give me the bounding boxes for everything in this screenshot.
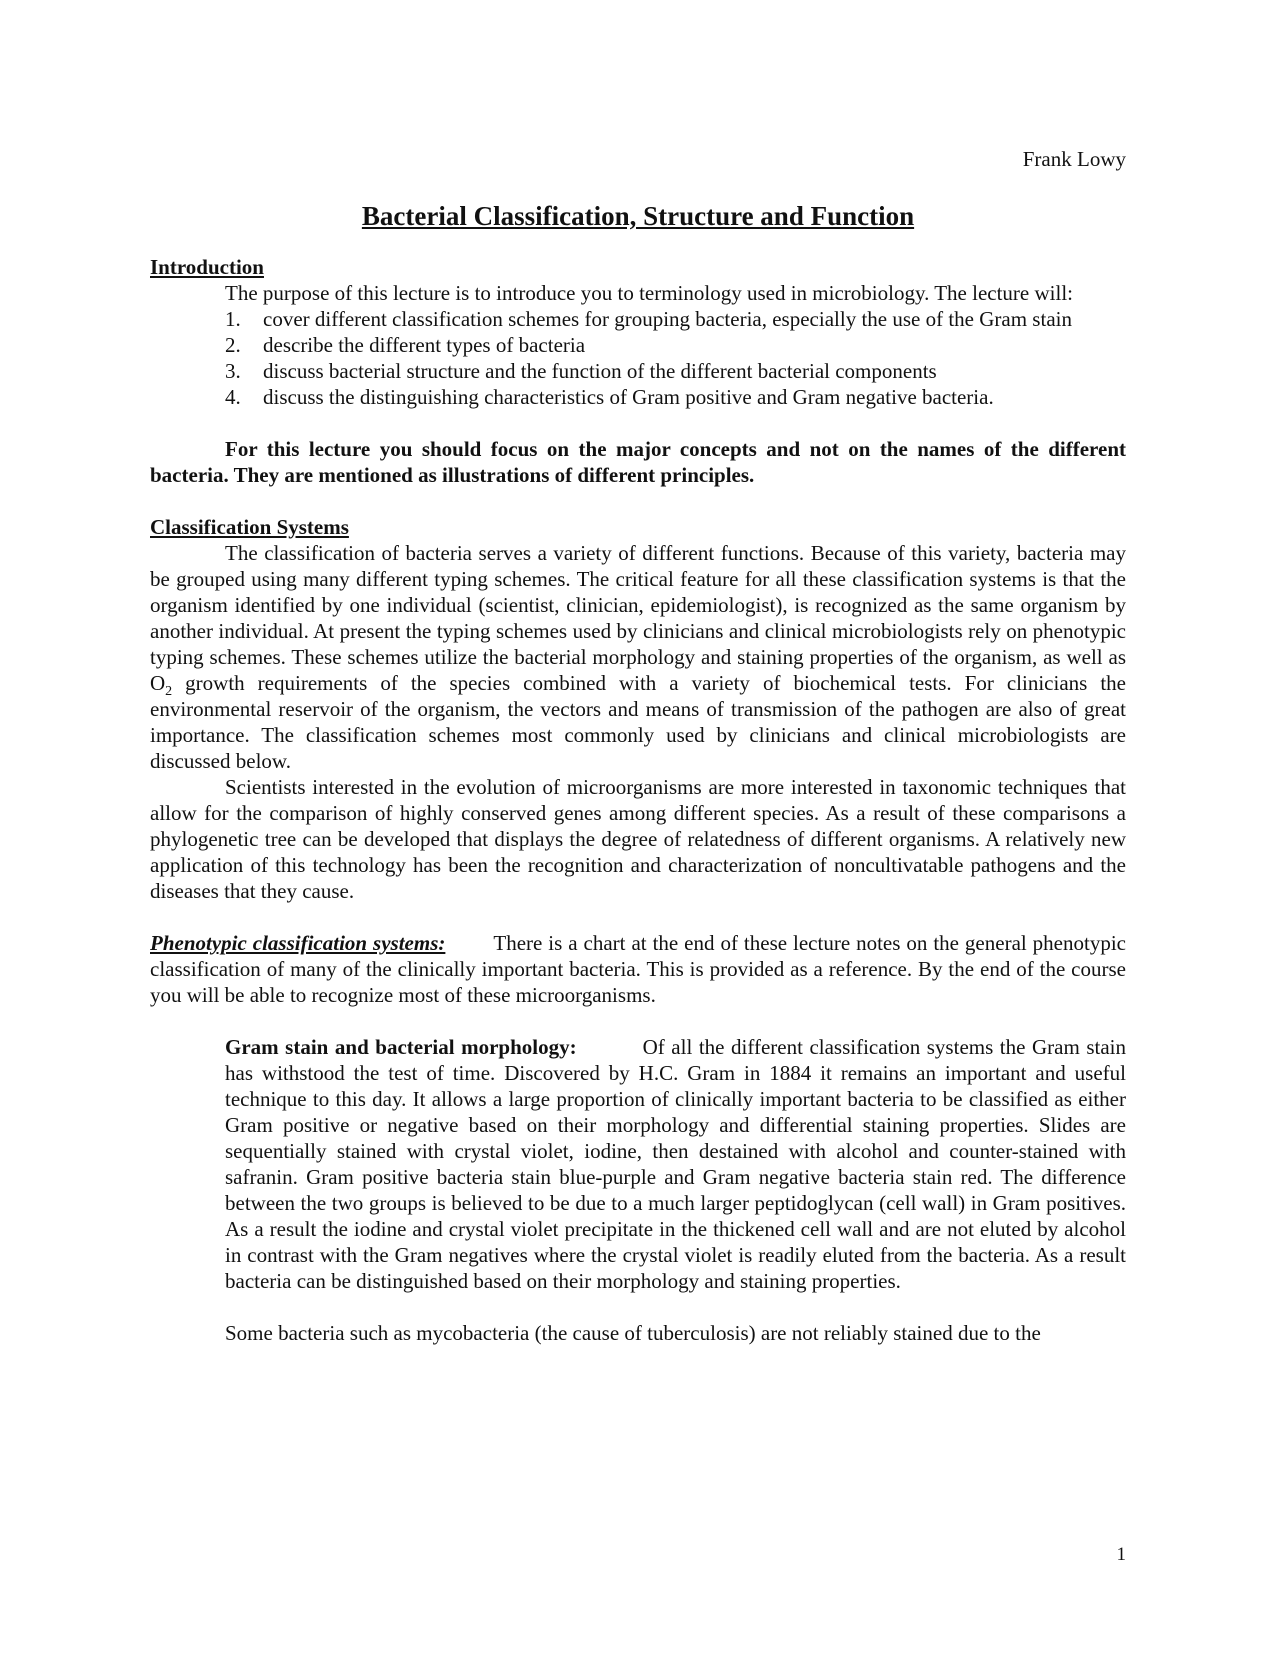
list-item: [225, 332, 1126, 358]
introduction-section: [150, 254, 1126, 488]
focus-note: For this lecture you should focus on the major concepts and not on the names of the different bacteria. They are mentioned as illustrations of different principles.: [150, 437, 1126, 487]
phenotypic-text: There is a chart at the end of these lecture notes on the general phenotypic classification of many of the clinically important bacteria. This is provided as a reference. By the end of the course you will be able to recognize most of these microorganisms.: [150, 931, 1126, 1007]
phenotypic-heading: Phenotypic classification systems:: [150, 931, 446, 955]
list-item-number: 2.: [225, 333, 241, 357]
phenotypic-paragraph: [150, 930, 1126, 1008]
classification-paragraph-2: Scientists interested in the evolution of microorganisms are more interested in taxonomic techniques that allow for the comparison of highly conserved genes among different species. As a result of these comparisons a phylogenetic tree can be developed that displays the degree of relatedness of different organisms. A relatively new application of this technology has been the recognition and characterization of noncultivatable pathogens and the diseases that they cause.: [150, 775, 1126, 903]
list-item-number: 1.: [225, 307, 241, 331]
gram-stain-continuation: Some bacteria such as mycobacteria (the cause of tuberculosis) are not reliably stained due to the: [225, 1321, 1041, 1345]
list-item-text: describe the different types of bacteria: [263, 333, 586, 357]
author-name: Frank Lowy: [1022, 147, 1126, 171]
gram-stain-section: [150, 1034, 1126, 1346]
gram-stain-heading: Gram stain and bacterial morphology:: [225, 1035, 577, 1059]
list-item-text: discuss bacterial structure and the function of the different bacterial components: [263, 359, 937, 383]
list-item-text: discuss the distinguishing characteristics of Gram positive and Gram negative bacteria.: [263, 385, 994, 409]
classification-paragraph-1: The classification of bacteria serves a variety of different functions. Because of this variety, bacteria may be grouped using many different typing schemes. The critical feature for all these classification systems is that the organism identified by one individual (scientist, clinician, epidemiologist), is recognized as the same organism by another individual. At present the typing schemes used by clinicians and clinical microbiologists rely on phenotypic typing schemes. These schemes utilize the bacterial morphology and staining properties of the organism, as well as $O_2$ growth requirements of the species combined with a variety of biochemical tests. For clinicians the environmental reservoir of the organism, the vectors and means of transmission of the pathogen are also of great importance. The classification schemes most commonly used by clinicians and clinical microbiologists are discussed below.: [150, 541, 1126, 773]
list-item-number: 4.: [225, 385, 241, 409]
document-title: Bacterial Classification, Structure and Function: [361, 201, 915, 231]
gram-stain-paragraph: [225, 1034, 1126, 1294]
page-number: 1: [1116, 1544, 1126, 1565]
classification-section: [150, 514, 1126, 904]
introduction-heading: Introduction: [150, 255, 264, 279]
list-item: [225, 306, 1126, 332]
list-item: [225, 384, 1126, 410]
list-item: [225, 358, 1126, 384]
subscript-2: 2: [165, 684, 173, 700]
list-item-text: cover different classification schemes for grouping bacteria, especially the use of the Gram stain: [263, 307, 1072, 331]
introduction-lead: The purpose of this lecture is to introduce you to terminology used in microbiology. The lecture will:: [225, 281, 1073, 305]
list-item-number: 3.: [225, 359, 241, 383]
classification-heading: Classification Systems: [150, 515, 349, 539]
objectives-list: [150, 306, 1126, 410]
gram-stain-text: Of all the different classification systems the Gram stain has withstood the test of time. Discovered by H.C. Gram in 1884 it remains an important and useful technique to this day. It allows a large proportion of clinically important bacteria to be classified as either Gram positive or negative based on their morphology and differential staining properties. Slides are sequentially stained with crystal violet, iodine, then destained with alcohol and counter-stained with safranin. Gram positive bacteria stain blue-purple and Gram negative bacteria stain red. The difference between the two groups is believed to be due to a much larger peptidoglycan (cell wall) in Gram positives. As a result the iodine and crystal violet precipitate in the thickened cell wall and are not eluted by alcohol in contrast with the Gram negatives where the crystal violet is readily eluted from the bacteria. As a result bacteria can be distinguished based on their morphology and staining properties.: [225, 1035, 1126, 1293]
